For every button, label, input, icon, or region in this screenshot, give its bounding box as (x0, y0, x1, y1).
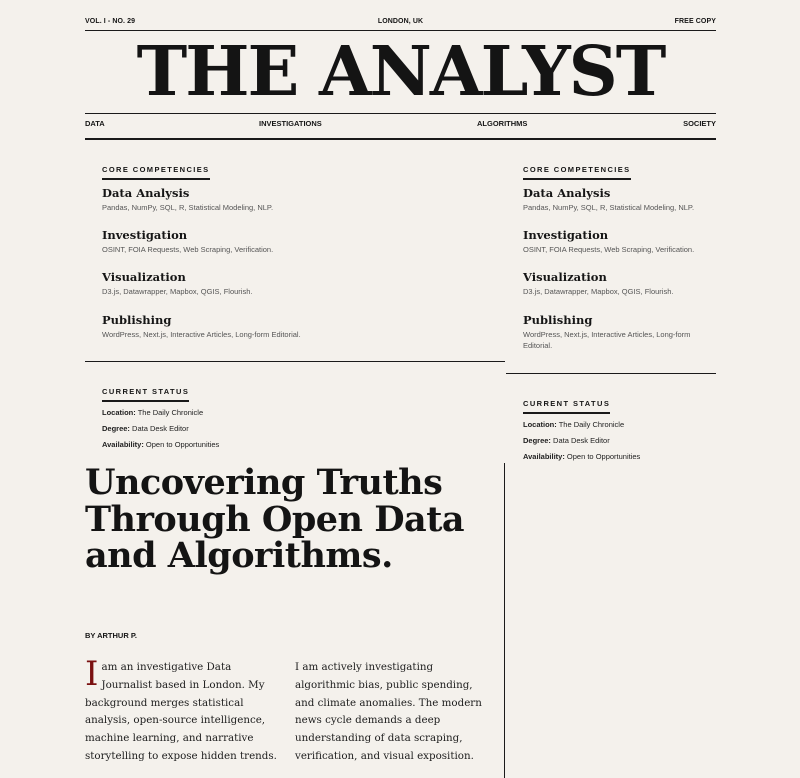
nav-item-society[interactable]: SOCIETY (683, 119, 716, 128)
competencies-heading: CORE COMPETENCIES (523, 165, 631, 180)
competency-title: Visualization (102, 270, 186, 284)
column-divider (504, 463, 505, 778)
masthead-title: THE ANALYST (136, 32, 665, 112)
section-nav (85, 119, 716, 131)
competency-item (102, 228, 502, 255)
status-location: Location: The Daily Chronicle (523, 420, 625, 429)
article-column-1 (85, 654, 277, 766)
masthead-rule-top (85, 30, 716, 31)
newspaper-page (85, 0, 716, 778)
competencies-block-right (523, 159, 716, 351)
competency-desc: Pandas, NumPy, SQL, R, Statistical Modeling, NLP. (102, 203, 274, 212)
competencies-heading: CORE COMPETENCIES (102, 165, 210, 180)
competency-title: Investigation (523, 228, 609, 242)
competency-title: Visualization (523, 270, 607, 284)
article-column-2 (295, 659, 495, 766)
status-degree: Degree: Data Desk Editor (523, 436, 610, 445)
competencies-block-left (102, 159, 502, 340)
price-label: FREE COPY (674, 18, 716, 25)
status-heading: CURRENT STATUS (102, 387, 189, 402)
masthead-topbar (85, 18, 716, 30)
competency-desc: OSINT, FOIA Requests, Web Scraping, Verification. (102, 245, 274, 254)
section-divider-left (85, 361, 505, 362)
article-paragraph-2: I am actively investigating algorithmic bias, public spending, and climate anomalies. The modern news cycle demands a deep understanding of data scraping, verification, and visual exposition. (295, 661, 482, 762)
status-availability: Availability: Open to Opportunities (102, 440, 220, 449)
competency-title: Publishing (523, 313, 593, 327)
drop-cap: I (85, 654, 99, 694)
competency-item (523, 228, 716, 255)
status-degree: Degree: Data Desk Editor (102, 424, 189, 433)
status-heading: CURRENT STATUS (523, 399, 610, 414)
article-paragraph-1: am an investigative Data Journalist based in London. My background merges statistical analysis, open-source intelligence, machine learning, and narrative storytelling to expose hidden trends. (85, 661, 277, 762)
competency-desc: WordPress, Next.js, Interactive Articles, Long-form Editorial. (523, 330, 691, 350)
competency-desc: Pandas, NumPy, SQL, R, Statistical Modeling, NLP. (523, 203, 695, 212)
status-block-left (102, 381, 502, 450)
volume-issue: VOL. I - NO. 29 (85, 18, 136, 25)
competency-item (523, 270, 716, 297)
article-byline: BY ARTHUR P. (85, 631, 137, 640)
competency-item (102, 186, 502, 213)
dateline-location: LONDON, UK (377, 18, 424, 25)
competency-desc: OSINT, FOIA Requests, Web Scraping, Verification. (523, 245, 695, 254)
competency-item (102, 313, 502, 340)
competency-desc: D3.js, Datawrapper, Mapbox, QGIS, Flourish. (523, 287, 674, 296)
masthead-rule-middle (85, 113, 716, 114)
competency-title: Data Analysis (102, 186, 190, 200)
competency-title: Publishing (102, 313, 172, 327)
status-location: Location: The Daily Chronicle (102, 408, 204, 417)
nav-item-investigations[interactable]: INVESTIGATIONS (259, 119, 322, 128)
status-block-right (523, 393, 716, 462)
competency-title: Investigation (102, 228, 188, 242)
competency-desc: WordPress, Next.js, Interactive Articles, Long-form Editorial. (102, 330, 301, 339)
nav-item-algorithms[interactable]: ALGORITHMS (477, 119, 528, 128)
status-availability: Availability: Open to Opportunities (523, 452, 641, 461)
nav-item-data[interactable]: DATA (85, 119, 105, 128)
section-divider-right (506, 373, 716, 374)
article-headline: Uncovering Truths Through Open Data and Algorithms. (85, 462, 465, 576)
competency-item (523, 186, 716, 213)
masthead-rule-bottom (85, 138, 716, 140)
competency-desc: D3.js, Datawrapper, Mapbox, QGIS, Flourish. (102, 287, 253, 296)
competency-item (523, 313, 716, 351)
competency-title: Data Analysis (523, 186, 611, 200)
competency-item (102, 270, 502, 297)
